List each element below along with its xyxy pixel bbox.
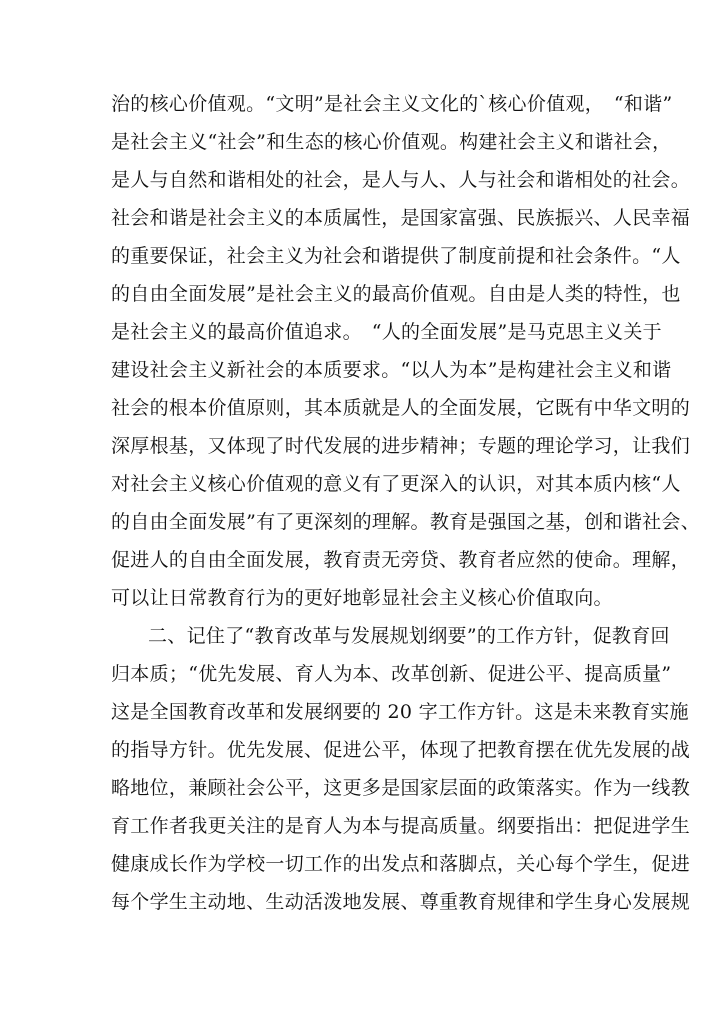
text-line: 对社会主义核心价值观的意义有了更深入的认识，对其本质内核“人 bbox=[111, 473, 681, 495]
text-line: 的重要保证，社会主义为社会和谐提供了制度前提和社会条件。“人 bbox=[111, 245, 681, 267]
text-line: 的自由全面发展”有了更深刻的理解。教育是强国之基，创和谐社会、 bbox=[111, 511, 701, 533]
text-line: 健康成长作为学校一切工作的出发点和落脚点，关心每个学生，促进 bbox=[111, 853, 691, 875]
text-line: 归本质；“优先发展、育人为本、改革创新、促进公平、提高质量” bbox=[111, 663, 672, 685]
text-line: 是社会主义的最高价值追求。 “人的全面发展”是马克思主义关于 bbox=[111, 321, 662, 343]
paragraph-start-line: 二、记住了“教育改革与发展规划纲要”的工作方针，促教育回 bbox=[148, 625, 670, 647]
text-line: 深厚根基，又体现了时代发展的进步精神；专题的理论学习，让我们 bbox=[111, 435, 691, 457]
text-line: 社会的根本价值原则，其本质就是人的全面发展，它既有中华文明的 bbox=[111, 397, 691, 419]
text-line: 略地位，兼顾社会公平，这更多是国家层面的政策落实。作为一线教 bbox=[111, 777, 691, 799]
text-line: 社会和谐是社会主义的本质属性，是国家富强、民族振兴、人民幸福 bbox=[111, 207, 691, 229]
text-line: 的指导方针。优先发展、促进公平，体现了把教育摆在优先发展的战 bbox=[111, 739, 691, 761]
text-line: 治的核心价值观。“文明”是社会主义文化的`核心价值观， “和谐” bbox=[111, 93, 673, 115]
text-line: 促进人的自由全面发展，教育责无旁贷、教育者应然的使命。理解， bbox=[111, 549, 691, 571]
text-line: 这是全国教育改革和发展纲要的 20 字工作方针。这是未来教育实施 bbox=[111, 701, 689, 723]
text-line: 每个学生主动地、生动活泼地发展、尊重教育规律和学生身心发展规 bbox=[111, 891, 691, 913]
text-line: 育工作者我更关注的是育人为本与提高质量。纲要指出：把促进学生 bbox=[111, 815, 691, 837]
text-line: 的自由全面发展”是社会主义的最高价值观。自由是人类的特性，也 bbox=[111, 283, 681, 305]
text-line: 可以让日常教育行为的更好地彰显社会主义核心价值取向。 bbox=[111, 587, 613, 609]
text-line: 是人与自然和谐相处的社会，是人与人、人与社会和谐相处的社会。 bbox=[111, 169, 691, 191]
text-line: 是社会主义“社会”和生态的核心价值观。构建社会主义和谐社会， bbox=[111, 131, 672, 153]
text-line: 建设社会主义新社会的本质要求。“以人为本”是构建社会主义和谐 bbox=[111, 359, 672, 381]
